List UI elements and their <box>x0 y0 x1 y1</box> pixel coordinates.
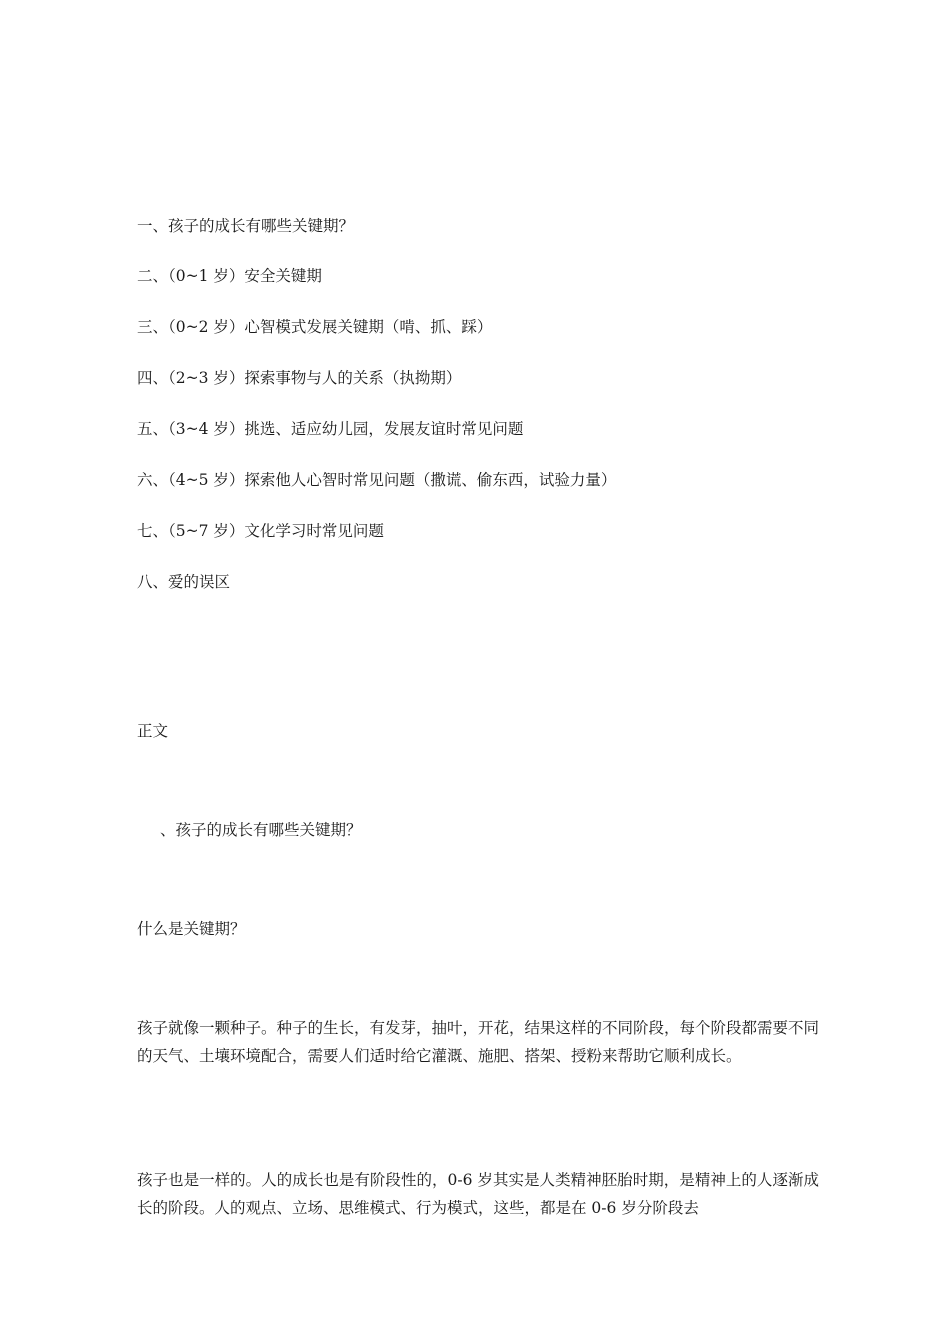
toc-item-1: 一、孩子的成长有哪些关键期？ <box>137 217 355 235</box>
section-heading: 、孩子的成长有哪些关键期？ <box>160 821 362 839</box>
paragraph-1: 孩子就像一颗种子。种子的生长，有发芽，抽叶，开花，结果这样的不同阶段，每个阶段都需要不同的天气、土壤环境配合，需要人们适时给它灌溉、施肥、搭架、授粉来帮助它顺利成长。 <box>137 1019 820 1065</box>
toc-item-2: 二、（0~1 岁）安全关键期 <box>137 267 322 285</box>
toc-item-5: 五、（3~4 岁）挑选、适应幼儿园，发展友谊时常见问题 <box>137 420 524 438</box>
section-label: 正文 <box>137 722 169 740</box>
toc-item-6: 六、（4~5 岁）探索他人心智时常见问题（撒谎、偷东西，试验力量） <box>137 471 617 489</box>
toc-item-8: 八、爱的误区 <box>137 573 231 591</box>
toc-item-3: 三、（0~2 岁）心智模式发展关键期（啃、抓、踩） <box>137 318 493 336</box>
toc-item-7: 七、（5~7 岁）文化学习时常见问题 <box>137 522 384 540</box>
toc-item-4: 四、（2~3 岁）探索事物与人的关系（执拗期） <box>137 369 462 387</box>
paragraph-2: 孩子也是一样的。人的成长也是有阶段性的，0-6 岁其实是人类精神胚胎时期，是精神上的人逐渐成长的阶段。人的观点、立场、思维模式、行为模式，这些，都是在 0-6 岁分阶段去 <box>137 1171 820 1217</box>
subheading: 什么是关键期？ <box>137 920 246 938</box>
